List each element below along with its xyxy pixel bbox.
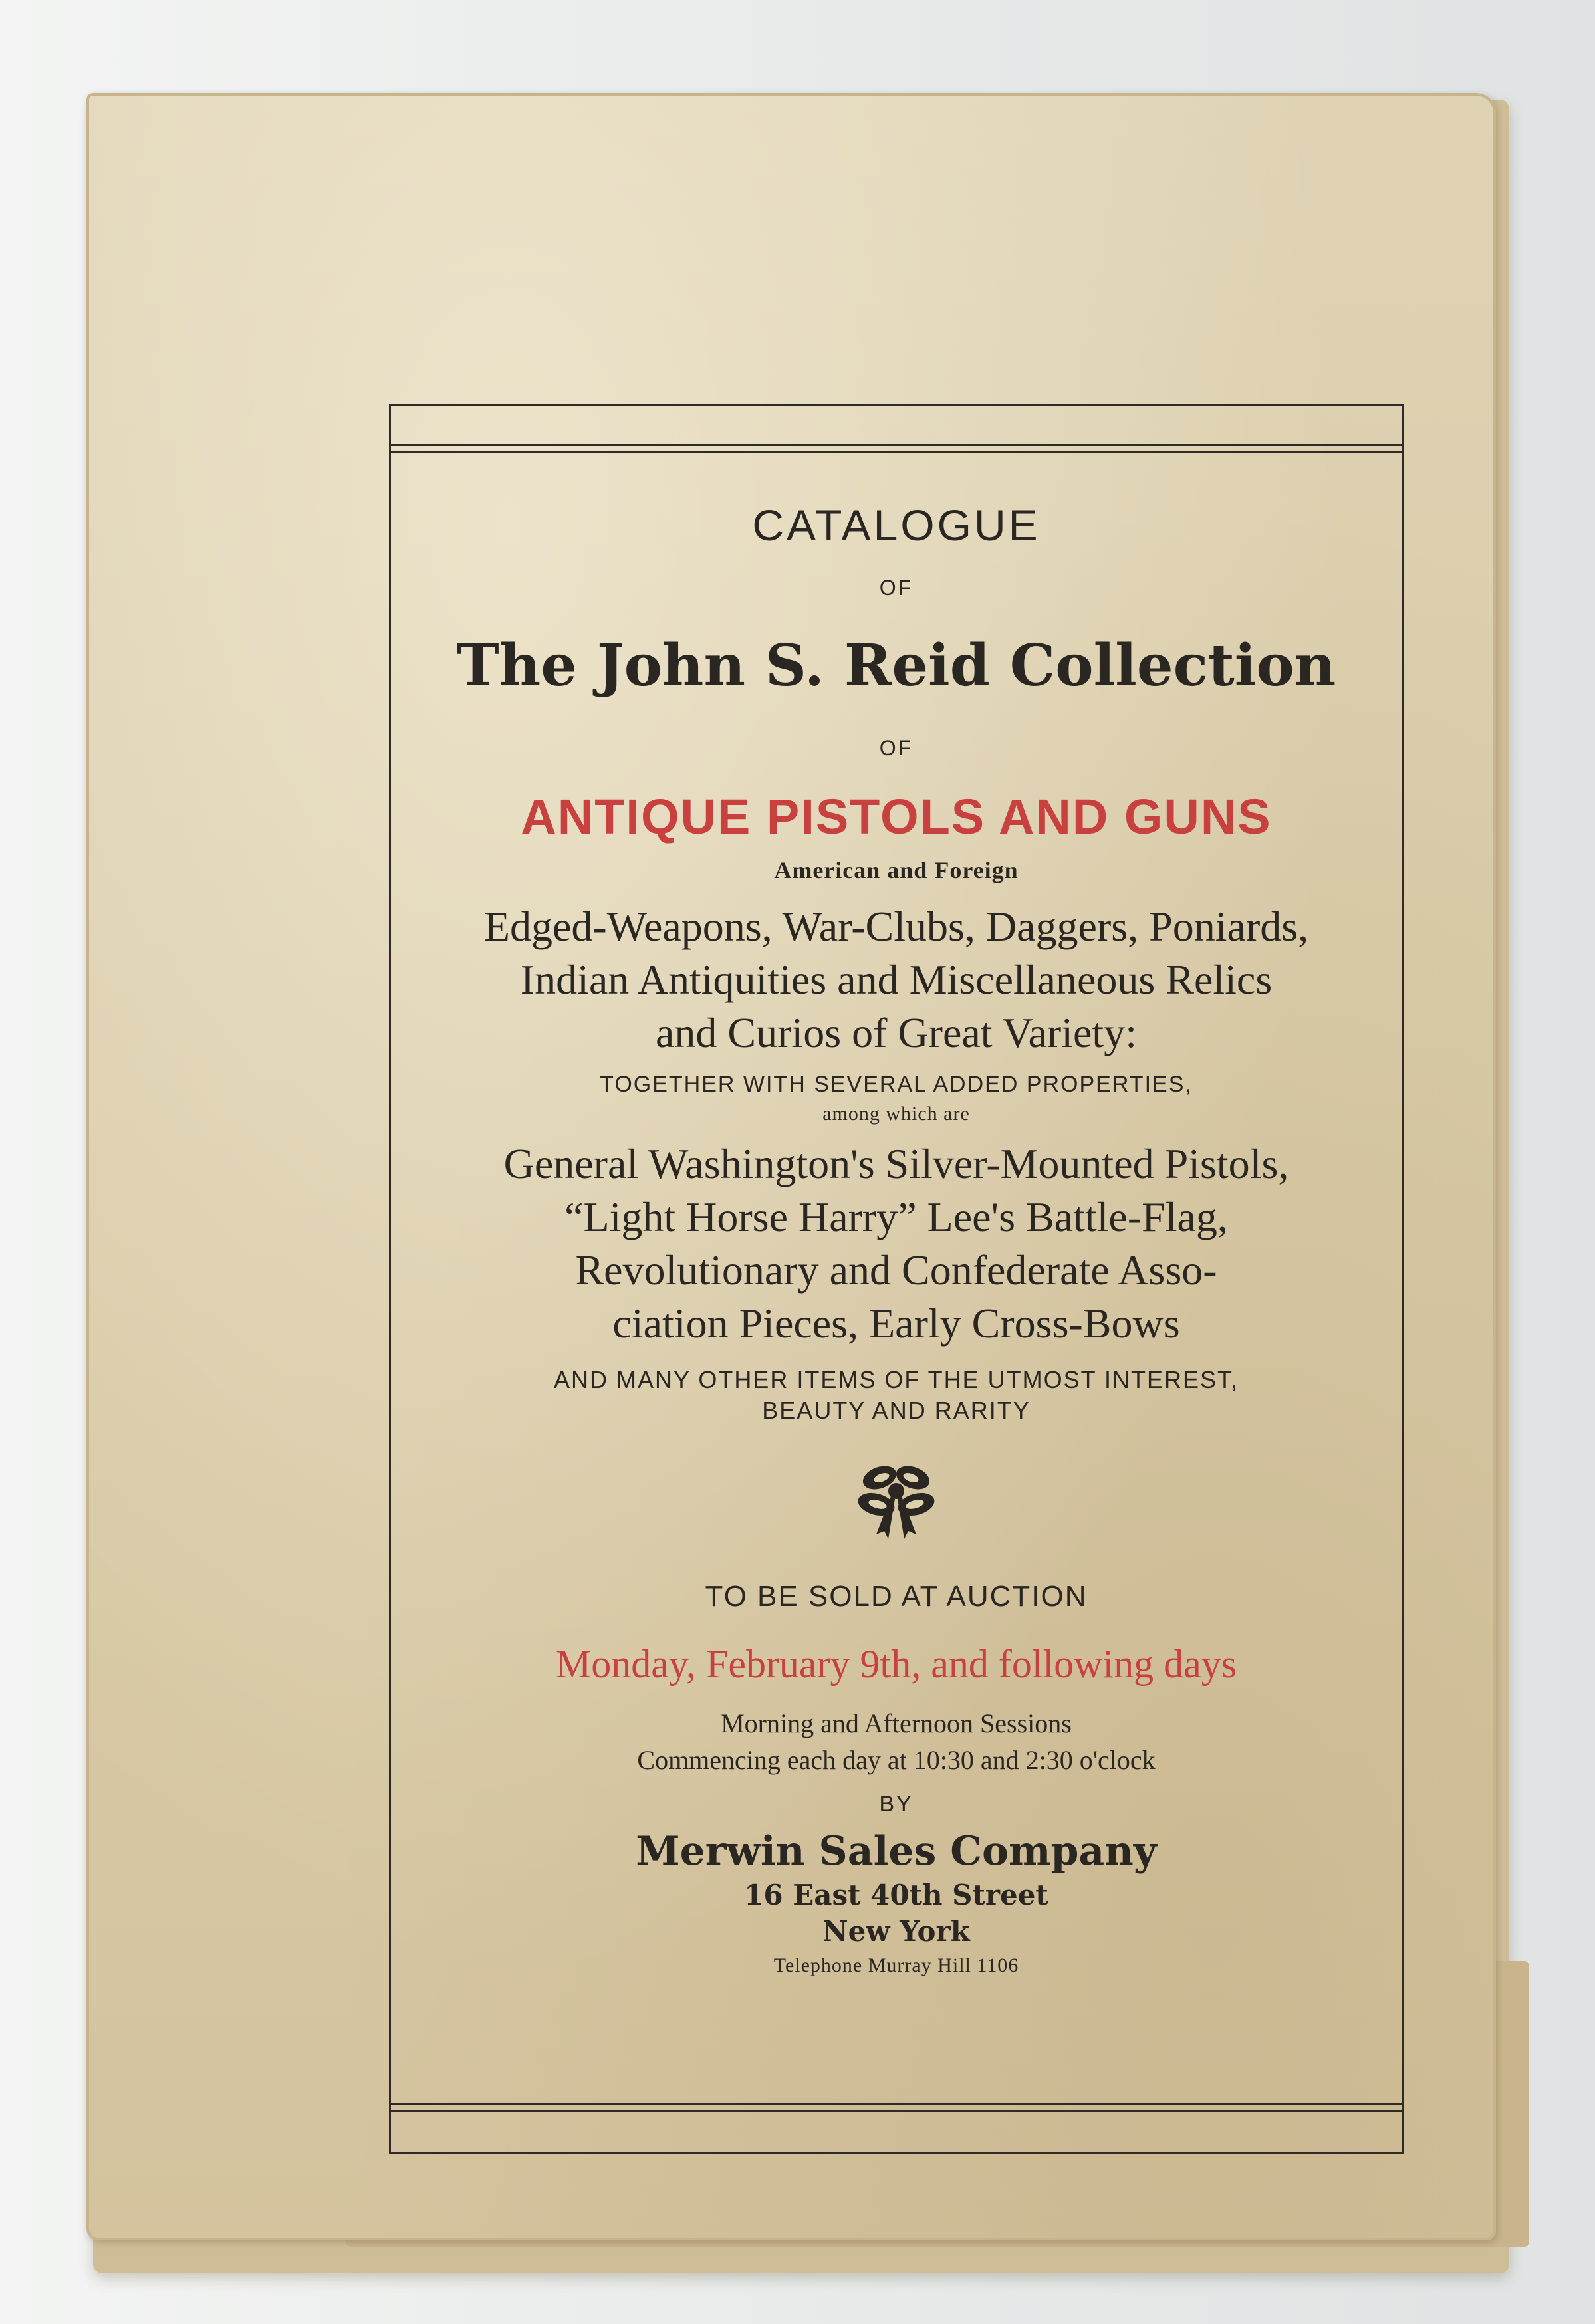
feature-line-2: “Light Horse Harry” Lee's Battle-Flag, [564, 1193, 1228, 1240]
ribbon-bow-ornament-icon [391, 1458, 1402, 1544]
many-line-2: BEAUTY AND RARITY [762, 1397, 1031, 1424]
subtitle: American and Foreign [774, 857, 1019, 883]
items-line-2: Indian Antiquities and Miscellaneous Relics [520, 956, 1273, 1003]
by-line: BY [879, 1792, 914, 1817]
company-address: 16 East 40th Street [744, 1879, 1048, 1911]
feature-line-1: General Washington's Silver-Mounted Pistols, [503, 1140, 1289, 1187]
among-line: among which are [822, 1103, 970, 1125]
features-list [391, 1137, 1402, 1350]
main-title: ANTIQUE PISTOLS AND GUNS [521, 789, 1272, 844]
items-list [391, 900, 1402, 1060]
top-rule-inner [391, 451, 1402, 453]
of-label-1: OF [879, 576, 914, 600]
bottom-rule-inner [391, 2103, 1402, 2105]
company-name: Merwin Sales Company [636, 1828, 1157, 1875]
bottom-rule [391, 2110, 1402, 2112]
items-line-1: Edged-Weapons, War-Clubs, Daggers, Poniards, [483, 903, 1309, 950]
feature-line-4: ciation Pieces, Early Cross-Bows [612, 1300, 1180, 1347]
title-frame [389, 404, 1404, 2154]
of-label-2: OF [879, 736, 914, 760]
together-line: TOGETHER WITH SEVERAL ADDED PROPERTIES, [600, 1072, 1193, 1097]
telephone-line: Telephone Murray Hill 1106 [773, 1954, 1019, 1976]
auction-date: Monday, February 9th, and following days [555, 1642, 1237, 1686]
sessions-line: Morning and Afternoon Sessions [721, 1708, 1072, 1738]
top-rule [391, 444, 1402, 446]
times-line: Commencing each day at 10:30 and 2:30 o'clock [637, 1745, 1156, 1775]
cover-text [391, 499, 1402, 1977]
many-line-1: AND MANY OTHER ITEMS OF THE UTMOST INTEREST, [553, 1366, 1239, 1393]
company-city: New York [822, 1915, 970, 1948]
catalogue-heading: CATALOGUE [752, 501, 1041, 550]
items-line-3: and Curios of Great Variety: [656, 1009, 1137, 1056]
catalogue-cover [86, 93, 1496, 2240]
feature-line-3: Revolutionary and Confederate Asso- [575, 1246, 1217, 1294]
collection-title: The John S. Reid Collection [456, 632, 1336, 699]
auction-line: TO BE SOLD AT AUCTION [705, 1580, 1088, 1613]
